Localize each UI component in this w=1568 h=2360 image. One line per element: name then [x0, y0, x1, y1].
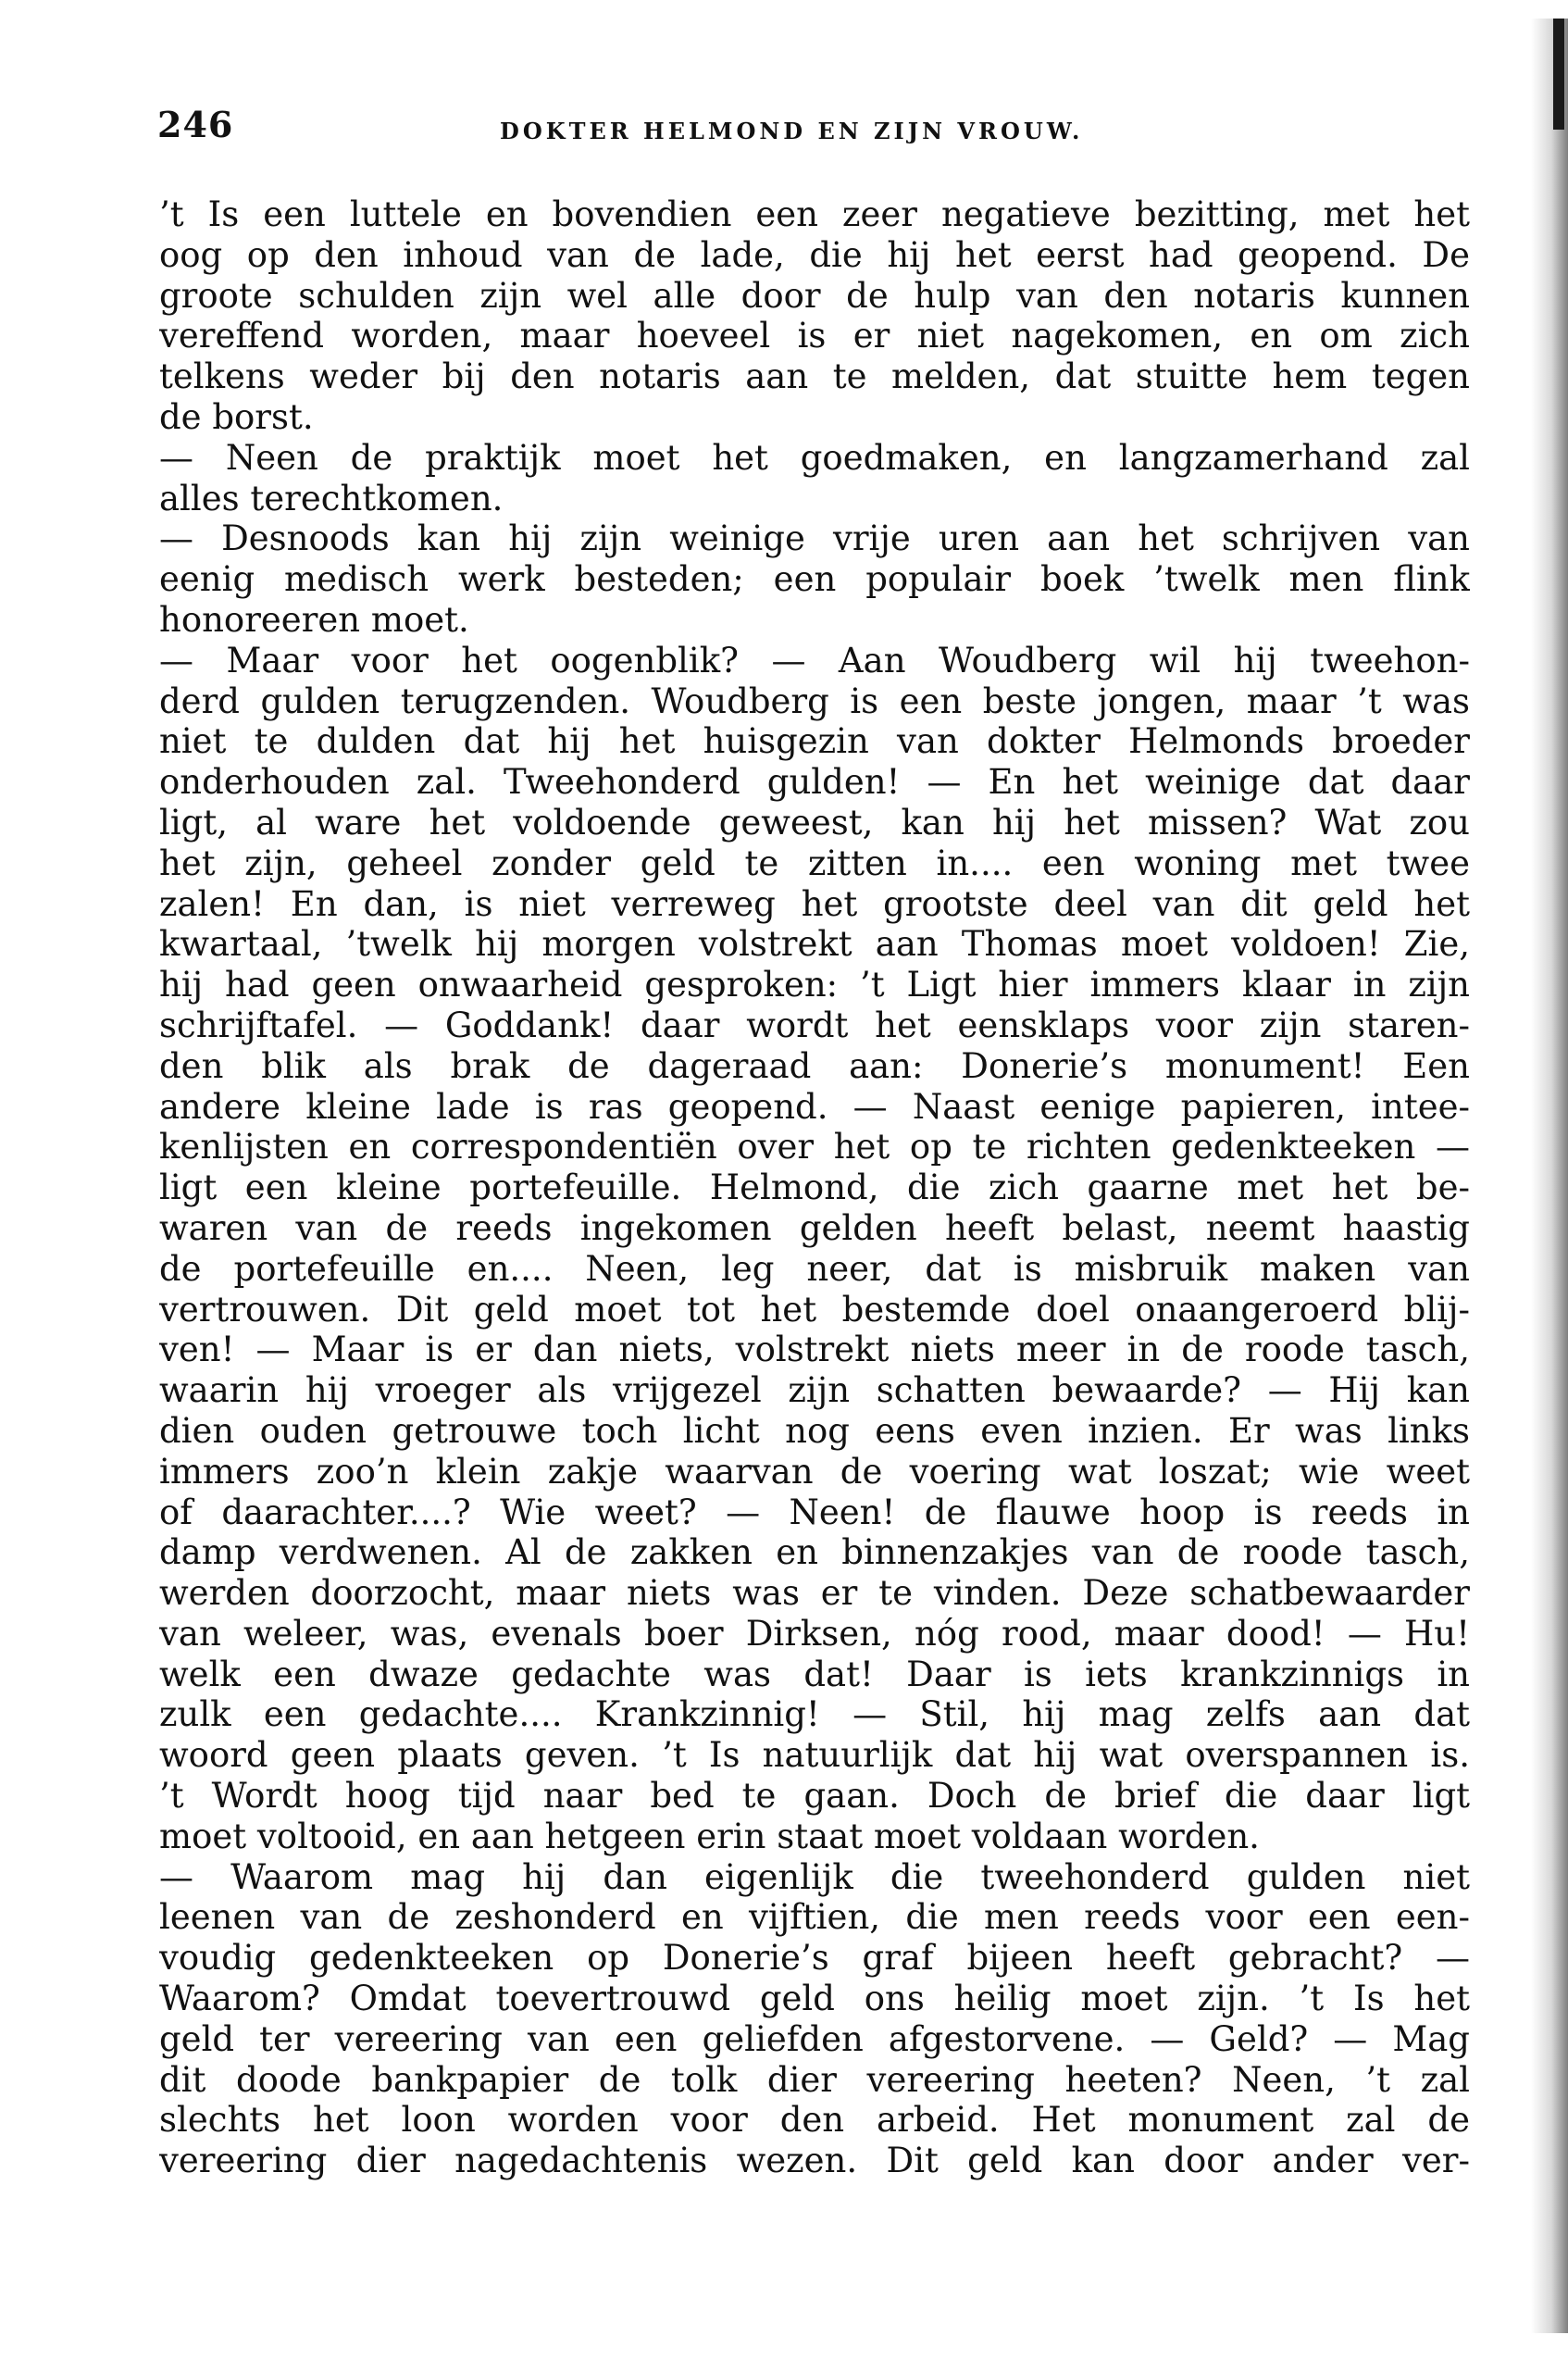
text-line: honoreeren moet.	[159, 599, 469, 640]
body-text	[159, 194, 1470, 2181]
text-line: slechts het loon worden voor den arbeid. Het monument zal de	[159, 2100, 1470, 2141]
text-line: alles terechtkomen.	[159, 478, 504, 518]
text-line: ’t Is een luttele en bovendien een zeer negatieve bezitting, met het	[159, 194, 1470, 234]
text-line: woord geen plaats geven. ’t Is natuurlijk dat hij wat overspannen is.	[159, 1735, 1470, 1776]
text-line: of daarachter....? Wie weet? — Neen! de flauwe hoop is reeds in	[159, 1492, 1470, 1532]
text-line: voudig gedenkteeken op Donerie’s graf bijeen heeft gebracht? —	[159, 1938, 1470, 1979]
text-line: leenen van de zeshonderd en vijftien, die men reeds voor een een-	[159, 1897, 1470, 1938]
text-line: ligt een kleine portefeuille. Helmond, die zich gaarne met het be-	[159, 1168, 1470, 1208]
text-line: groote schulden zijn wel alle door de hulp van den notaris kunnen	[159, 275, 1470, 316]
text-line: van weleer, was, evenals boer Dirksen, nóg rood, maar dood! — Hu!	[159, 1613, 1470, 1654]
text-line: de borst.	[159, 396, 314, 437]
text-line: Waarom? Omdat toevertrouwd geld ons heilig moet zijn. ’t Is het	[159, 1979, 1470, 2019]
text-line: zulk een gedachte.... Krankzinnig! — Stil, hij mag zelfs aan dat	[159, 1694, 1470, 1735]
text-line: oog op den inhoud van de lade, die hij het eerst had geopend. De	[159, 234, 1470, 275]
text-line: werden doorzocht, maar niets was er te vinden. Deze schatbewaarder	[159, 1573, 1470, 1614]
text-line: kenlijsten en correspondentiën over het op te richten gedenkteeken —	[159, 1127, 1470, 1168]
text-line: — Maar voor het oogenblik? — Aan Woudberg wil hij tweehon-	[159, 640, 1470, 681]
text-line: vereffend worden, maar hoeveel is er niet nagekomen, en om zich	[159, 316, 1470, 356]
text-line: andere kleine lade is ras geopend. — Naast eenige papieren, intee-	[159, 1086, 1470, 1127]
text-line: — Neen de praktijk moet het goedmaken, en langzamerhand zal	[159, 437, 1470, 478]
page-number: 246	[157, 104, 234, 145]
text-line: kwartaal, ’twelk hij morgen volstrekt aan Thomas moet voldoen! Zie,	[159, 924, 1470, 965]
text-line: hij had geen onwaarheid gesproken: ’t Ligt hier immers klaar in zijn	[159, 965, 1470, 1005]
text-line: welk een dwaze gedachte was dat! Daar is iets krankzinnigs in	[159, 1654, 1470, 1694]
text-line: — Desnoods kan hij zijn weinige vrije uren aan het schrijven van	[159, 518, 1470, 559]
text-line: niet te dulden dat hij het huisgezin van dokter Helmonds broeder	[159, 721, 1470, 762]
text-line: waarin hij vroeger als vrijgezel zijn schatten bewaarde? — Hij kan	[159, 1370, 1470, 1411]
text-line: vereering dier nagedachtenis wezen. Dit geld kan door ander ver-	[159, 2141, 1470, 2181]
text-line: ligt, al ware het voldoende geweest, kan hij het missen? Wat zou	[159, 802, 1470, 843]
running-head: DOKTER HELMOND EN ZIJN VROUW.	[500, 118, 1084, 144]
text-line: vertrouwen. Dit geld moet tot het bestemde doel onaangeroerd blij-	[159, 1289, 1470, 1330]
text-line: geld ter vereering van een geliefden afgestorvene. — Geld? — Mag	[159, 2018, 1470, 2059]
text-line: — Waarom mag hij dan eigenlijk die tweehonderd gulden niet	[159, 1856, 1470, 1897]
text-line: ven! — Maar is er dan niets, volstrekt niets meer in de roode tasch,	[159, 1330, 1470, 1370]
text-line: derd gulden terugzenden. Woudberg is een beste jongen, maar ’t was	[159, 681, 1470, 721]
text-line: immers zoo’n klein zakje waarvan de voering wat loszat; wie weet	[159, 1451, 1470, 1492]
text-line: dit doode bankpapier de tolk dier vereering heeten? Neen, ’t zal	[159, 2059, 1470, 2100]
text-line: waren van de reeds ingekomen gelden heeft belast, neemt haastig	[159, 1207, 1470, 1248]
text-line: schrijftafel. — Goddank! daar wordt het eensklaps voor zijn staren-	[159, 1005, 1470, 1045]
text-line: het zijn, geheel zonder geld te zitten in.... een woning met twee	[159, 843, 1470, 883]
text-line: de portefeuille en.... Neen, leg neer, dat is misbruik maken van	[159, 1248, 1470, 1289]
text-line: damp verdwenen. Al de zakken en binnenzakjes van de roode tasch,	[159, 1532, 1470, 1573]
text-line: moet voltooid, en aan hetgeen erin staat moet voldaan worden.	[159, 1816, 1260, 1856]
text-line: zalen! En dan, is niet verreweg het grootste deel van dit geld het	[159, 883, 1470, 924]
text-line: telkens weder bij den notaris aan te melden, dat stuitte hem tegen	[159, 356, 1470, 397]
text-line: eenig medisch werk besteden; een populair boek ’twelk men flink	[159, 559, 1470, 600]
scan-shadow-edge	[1531, 19, 1568, 2333]
text-line: dien ouden getrouwe toch licht nog eens even inzien. Er was links	[159, 1410, 1470, 1451]
text-line: onderhouden zal. Tweehonderd gulden! — En het weinige dat daar	[159, 762, 1470, 803]
text-line: ’t Wordt hoog tijd naar bed te gaan. Doch de brief die daar ligt	[159, 1776, 1470, 1817]
scan-shadow-mark	[1553, 19, 1564, 130]
text-line: den blik als brak de dageraad aan: Donerie’s monument! Een	[159, 1045, 1470, 1086]
